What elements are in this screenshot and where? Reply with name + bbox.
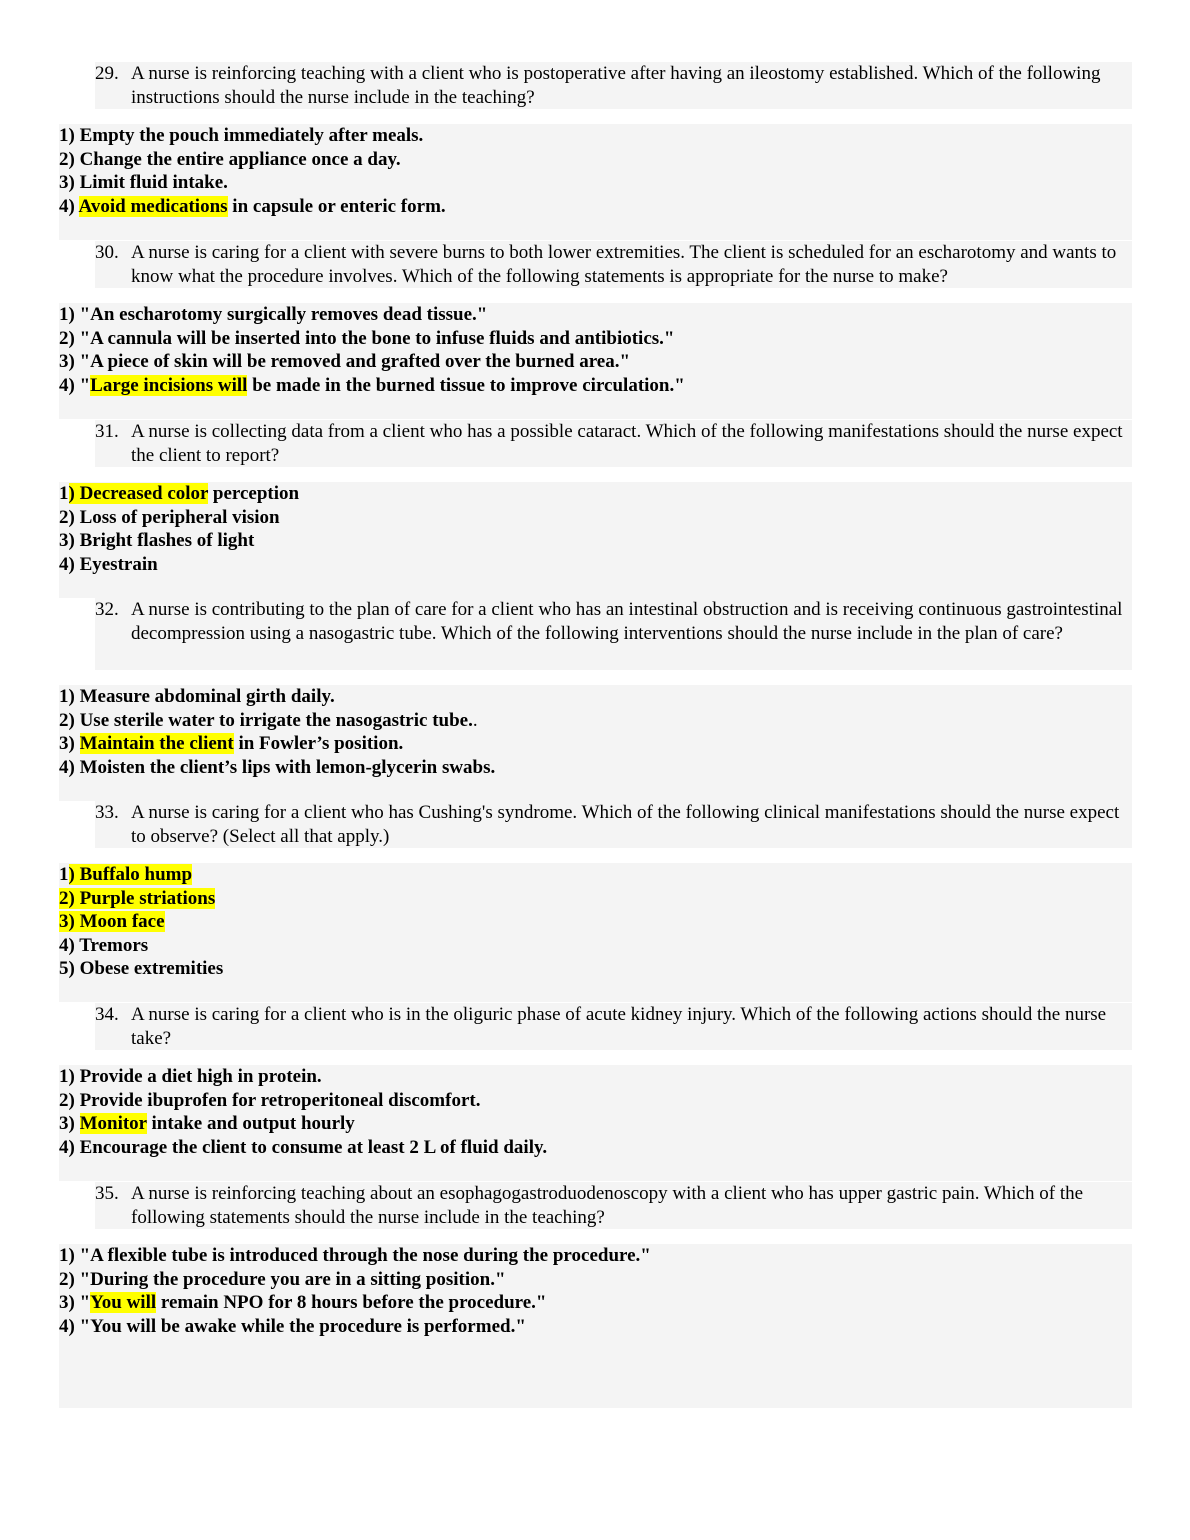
option: 1) Empty the pouch immediately after meals.: [59, 125, 424, 146]
highlight: 2) Purple striations: [59, 887, 216, 909]
highlight: Large incisions will: [90, 374, 248, 396]
option: 2) Loss of peripheral vision: [59, 506, 280, 528]
highlight: You will: [90, 1292, 157, 1313]
option: 1) "An escharotomy surgically removes dead tissue.": [59, 304, 488, 325]
question-32: [95, 598, 1132, 670]
answer-options-33: [59, 863, 1132, 1002]
option: 1) "A flexible tube is introduced through the nose during the procedure.": [59, 1245, 651, 1266]
option-answer: 3) Monitor intake and output hourly: [59, 1113, 355, 1134]
option: 4) Encourage the client to consume at least 2 L of fluid daily.: [59, 1136, 548, 1158]
question-text: A nurse is caring for a client who is in the oliguric phase of acute kidney injury. Which of the following actions should the nurse take?: [131, 1004, 1107, 1049]
highlight: Avoid medications: [78, 195, 228, 217]
question-number: 30.: [95, 242, 119, 263]
option-answer: [59, 910, 1132, 934]
question-number: 34.: [95, 1004, 119, 1025]
question-text: A nurse is collecting data from a client who has a possible cataract. Which of the following manifestations should the nurse expect the client to report?: [131, 421, 1123, 466]
question-number: 31.: [95, 421, 119, 442]
answer-options-35: [59, 1244, 1132, 1408]
question-text: A nurse is reinforcing teaching about an esophagogastroduodenoscopy with a client who has upper gastric pain. Which of the following statements should the nurse include in the teaching?: [131, 1183, 1084, 1228]
highlight: Maintain the client: [79, 733, 234, 754]
option: 3) "A piece of skin will be removed and grafted over the burned area.": [59, 351, 631, 372]
option: 5) Obese extremities: [59, 958, 224, 979]
option: 1) Measure abdominal girth daily.: [59, 686, 335, 707]
answer-options-34: [59, 1065, 1132, 1181]
answer-options-31: [59, 482, 1132, 598]
question-text: A nurse is reinforcing teaching with a client who is postoperative after having an ileostomy established. Which of the following instructions should the nurse include in the teaching?: [131, 63, 1101, 108]
question-text: A nurse is caring for a client with severe burns to both lower extremities. The client is scheduled for an escharotomy and wants to know what the procedure involves. Which of the following statements is appropriate for the nurse to make?: [131, 242, 1117, 287]
answer-options-32: [59, 685, 1132, 801]
highlight: ) Buffalo hump: [68, 864, 193, 885]
question-30: [95, 241, 1132, 288]
option: 2) "During the procedure you are in a sitting position.": [59, 1268, 506, 1290]
option-answer: 3) "You will remain NPO for 8 hours before the procedure.": [59, 1292, 547, 1313]
option-answer: 1) Decreased color perception: [59, 483, 300, 504]
question-text: A nurse is contributing to the plan of care for a client who has an intestinal obstruction and is receiving continuous gastrointestinal decompression using a nasogastric tube. Which of the following interventions should the nurse include in the plan of care?: [131, 599, 1123, 644]
option: 2) Change the entire appliance once a day.: [59, 148, 401, 170]
answer-options-30: [59, 303, 1132, 419]
option: 4) Moisten the client’s lips with lemon-glycerin swabs.: [59, 756, 496, 778]
question-31: [95, 420, 1132, 467]
option: 2) Provide ibuprofen for retroperitoneal discomfort.: [59, 1089, 481, 1111]
option: 4) Tremors: [59, 934, 149, 956]
option: 4) Eyestrain: [59, 553, 158, 575]
question-number: 33.: [95, 802, 119, 823]
question-29: [95, 62, 1132, 109]
option: 4) "You will be awake while the procedure is performed.": [59, 1315, 526, 1337]
option: 3) Bright flashes of light: [59, 530, 255, 551]
question-33: [95, 801, 1132, 848]
question-35: [95, 1182, 1132, 1229]
option-answer: 4) Avoid medications in capsule or enteric form.: [59, 195, 446, 217]
highlight: 3) Moon face: [59, 911, 165, 932]
answer-options-29: [59, 124, 1132, 240]
question-number: 35.: [95, 1183, 119, 1204]
option-answer: 1) Buffalo hump: [59, 864, 193, 885]
option: 2) "A cannula will be inserted into the bone to infuse fluids and antibiotics.": [59, 327, 675, 349]
highlight: Monitor: [79, 1113, 147, 1134]
option-answer: 4) "Large incisions will be made in the burned tissue to improve circulation.": [59, 374, 685, 396]
option: 1) Provide a diet high in protein.: [59, 1066, 322, 1087]
option-answer: [59, 887, 1132, 911]
highlight: ) Decreased color: [68, 483, 209, 504]
option-answer: 3) Maintain the client in Fowler’s position.: [59, 733, 404, 754]
option: 2) Use sterile water to irrigate the nasogastric tube..: [59, 709, 478, 731]
question-number: 29.: [95, 63, 119, 84]
question-34: [95, 1003, 1132, 1050]
option: 3) Limit fluid intake.: [59, 172, 228, 193]
question-text: A nurse is caring for a client who has Cushing's syndrome. Which of the following clinical manifestations should the nurse expect to observe? (Select all that apply.): [131, 802, 1120, 847]
question-number: 32.: [95, 599, 119, 620]
